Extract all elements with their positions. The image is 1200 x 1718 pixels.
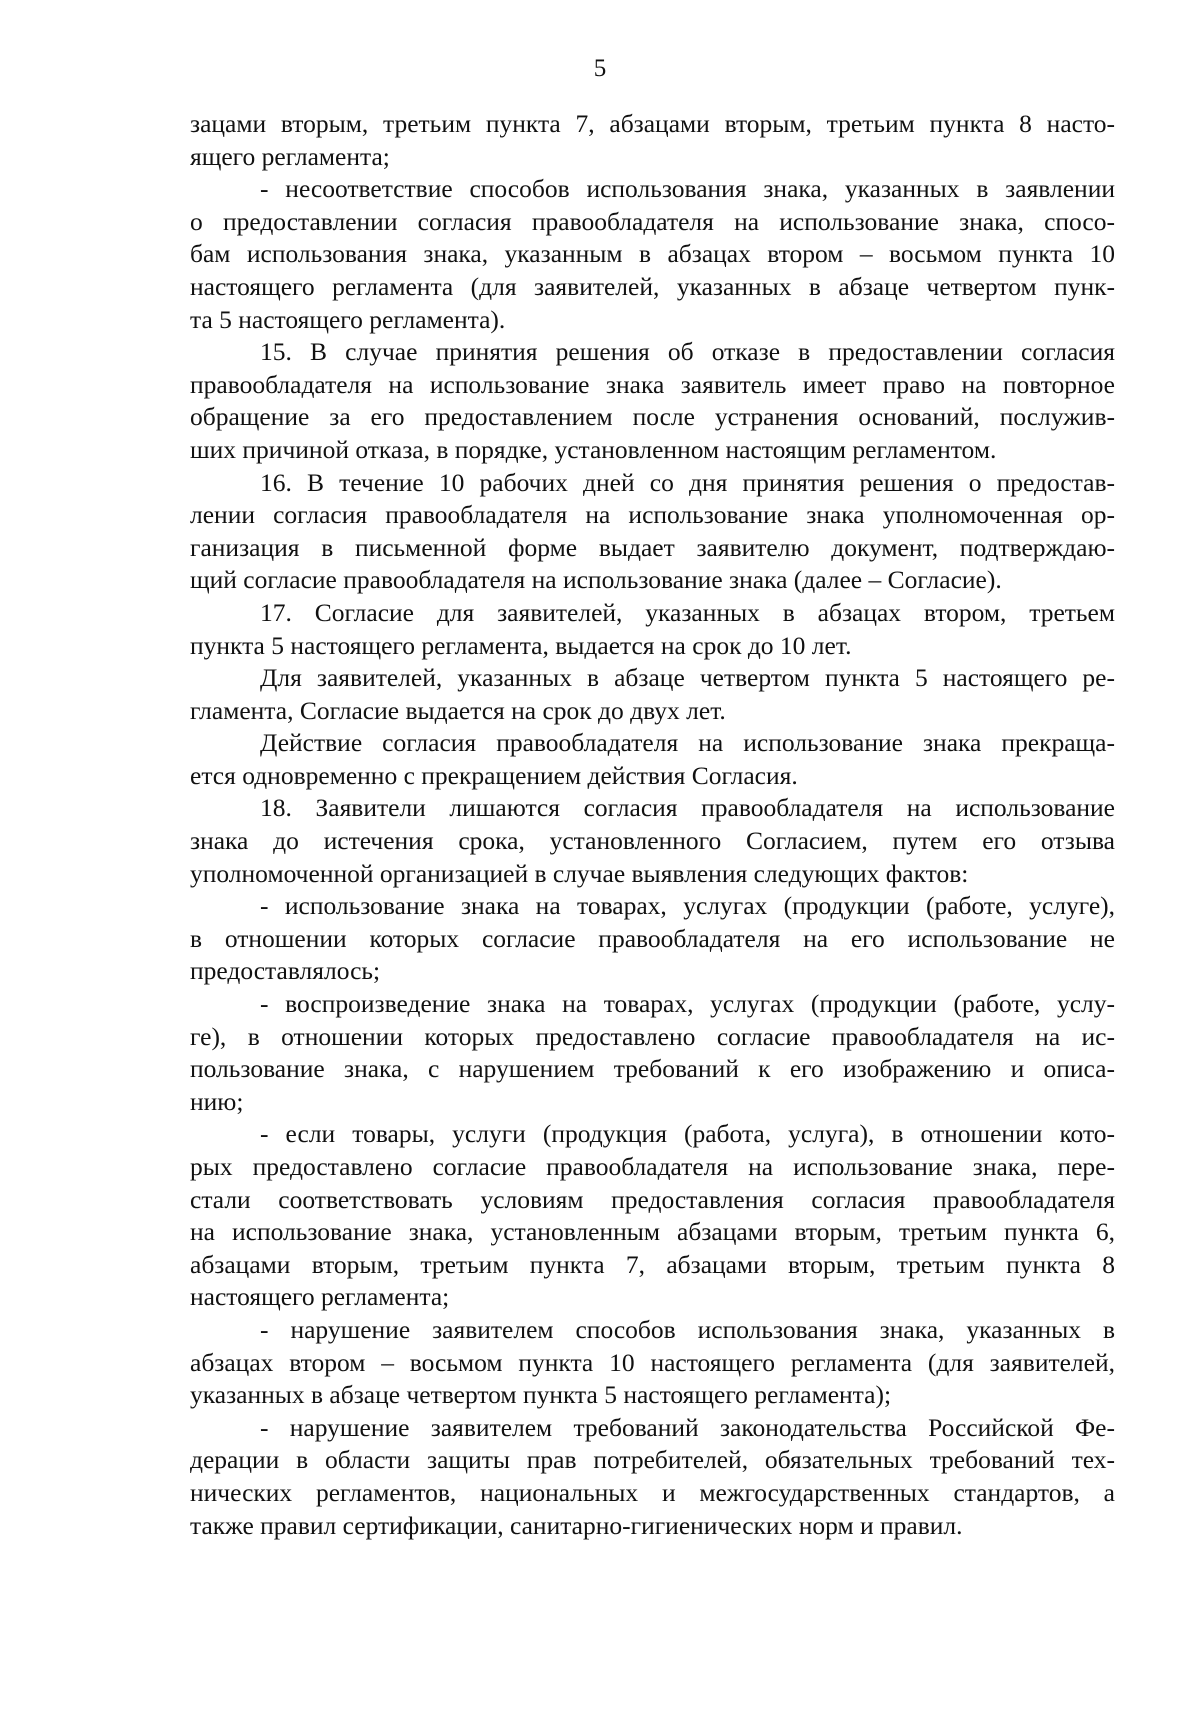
text-line: лении согласия правообладателя на использование знака уполномоченная ор- [190, 500, 1115, 530]
text-line: указанных в абзаце четвертом пункта 5 настоящего регламента); [190, 1380, 892, 1410]
text-line: о предоставлении согласия правообладателя на использование знака, спосо- [190, 206, 1115, 236]
text-line: стали соответствовать условиям предоставления согласия правообладателя [190, 1184, 1115, 1214]
text-line: - если товары, услуги (продукция (работа, услуга), в отношении кото- [260, 1119, 1115, 1149]
text-line: предоставлялось; [190, 956, 381, 986]
text-line: абзацах втором – восьмом пункта 10 настоящего регламента (для заявителей, [190, 1347, 1115, 1377]
text-line: Для заявителей, указанных в абзаце четвертом пункта 5 настоящего ре- [260, 663, 1115, 693]
text-line: ганизация в письменной форме выдает заявителю документ, подтверждаю- [190, 532, 1115, 562]
text-line: нических регламентов, национальных и межгосударственных стандартов, а [190, 1477, 1115, 1507]
text-line: абзацами вторым, третьим пункта 7, абзацами вторым, третьим пункта 8 [190, 1249, 1115, 1279]
text-line: пункта 5 настоящего регламента, выдается на срок до 10 лет. [190, 630, 852, 660]
text-line: ется одновременно с прекращением действия Согласия. [190, 760, 798, 790]
text-line: 17. Согласие для заявителей, указанных в абзацах втором, третьем [260, 597, 1115, 627]
text-line: - воспроизведение знака на товарах, услугах (продукции (работе, услу- [260, 989, 1115, 1019]
text-line: - использование знака на товарах, услугах (продукции (работе, услуге), [260, 891, 1115, 921]
text-line: знака до истечения срока, установленного Согласием, путем его отзыва [190, 826, 1115, 856]
text-line: - несоответствие способов использования знака, указанных в заявлении [260, 174, 1115, 204]
text-line: гламента, Согласие выдается на срок до двух лет. [190, 695, 726, 725]
document-body [190, 108, 1115, 1542]
text-line: пользование знака, с нарушением требований к его изображению и описа- [190, 1054, 1115, 1084]
text-line: ших причиной отказа, в порядке, установленном настоящим регламентом. [190, 434, 997, 464]
text-line: бам использования знака, указанным в абзацах втором – восьмом пункта 10 [190, 239, 1115, 269]
text-line: та 5 настоящего регламента). [190, 304, 506, 334]
text-line: ге), в отношении которых предоставлено согласие правообладателя на ис- [190, 1021, 1115, 1051]
text-line: 16. В течение 10 рабочих дней со дня принятия решения о предостав- [260, 467, 1115, 497]
text-line: рых предоставлено согласие правообладателя на использование знака, пере- [190, 1152, 1115, 1181]
text-line: правообладателя на использование знака заявитель имеет право на повторное [190, 369, 1115, 399]
text-line: зацами вторым, третьим пункта 7, абзацами вторым, третьим пункта 8 насто- [190, 109, 1115, 138]
text-line: уполномоченной организацией в случае выявления следующих фактов: [190, 858, 969, 888]
text-line: на использование знака, установленным абзацами вторым, третьим пункта 6, [190, 1217, 1115, 1247]
text-line: - нарушение заявителем требований законодательства Российской Фе- [260, 1412, 1115, 1442]
text-line: настоящего регламента; [190, 1282, 450, 1312]
text-line: нию; [190, 1086, 244, 1116]
text-line: 15. В случае принятия решения об отказе в предоставлении согласия [260, 337, 1115, 367]
text-block [190, 108, 1115, 1542]
text-line: 18. Заявители лишаются согласия правообладателя на использование [260, 793, 1115, 823]
text-line: в отношении которых согласие правообладателя на его использование не [190, 923, 1115, 953]
text-line: - нарушение заявителем способов использования знака, указанных в [260, 1314, 1115, 1344]
text-line: настоящего регламента (для заявителей, указанных в абзаце четвертом пунк- [190, 271, 1115, 301]
text-line: дерации в области защиты прав потребителей, обязательных требований тех- [190, 1445, 1115, 1475]
text-line: ящего регламента; [190, 141, 390, 171]
text-line: Действие согласия правообладателя на использование знака прекраща- [260, 728, 1115, 758]
text-line: также правил сертификации, санитарно-гигиенических норм и правил. [190, 1510, 963, 1540]
text-line: щий согласие правообладателя на использование знака (далее – Согласие). [190, 565, 1002, 595]
page-number: 5 [593, 55, 607, 82]
text-line: обращение за его предоставлением после устранения оснований, послужив- [190, 402, 1115, 432]
